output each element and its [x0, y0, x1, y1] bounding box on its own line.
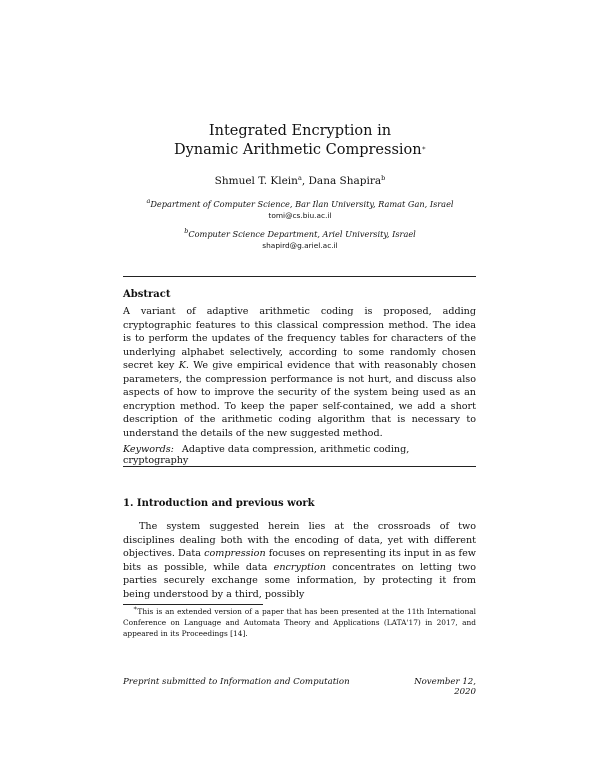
paper-title	[0, 122, 600, 160]
footer-preprint-note: Preprint submitted to Information and Computation	[123, 677, 350, 687]
author-1: Shmuel T. Klein	[214, 175, 298, 187]
para-text-1: The system suggested herein lies at the crossroads of two disciplines dealing both with the encoding of data, yet with different objectives. Data	[123, 521, 476, 560]
affiliation-a	[0, 199, 600, 221]
author-1-mark: a	[297, 174, 302, 182]
abstract-text-1: A variant of adaptive arithmetic coding is proposed, adding cryptographic features to this classical compression method. The idea is to perform the updates of the frequency tables for characters of the underlying alphabet selectively, according to some randomly chosen secret key	[123, 306, 476, 371]
author-separator: ,	[301, 175, 309, 187]
author-2-mark: b	[381, 174, 386, 182]
abstract-top-rule	[123, 276, 476, 277]
affiliation-b-mark: b	[184, 227, 189, 235]
author-list	[0, 175, 600, 187]
footnote-mark: ∗	[133, 604, 138, 612]
para-em-compression: compression	[204, 548, 266, 560]
affiliation-a-mark: a	[146, 197, 151, 205]
para-text-3: concentrates on letting two parties securely exchange some information, by protecting it from being understood by a third, possibly	[123, 561, 476, 600]
affiliation-b-email[interactable]: shapird@g.ariel.ac.il	[262, 241, 338, 250]
para-text-2: focuses on representing its input in as few bits as possible, while data	[123, 548, 476, 573]
section-1-paragraph	[123, 520, 476, 602]
title-line-2-text: Dynamic Arithmetic Compression	[173, 142, 422, 158]
keywords-text: Adaptive data compression, arithmetic coding, cryptography	[123, 444, 410, 466]
abstract-text-2: . We give empirical evidence that with reasonably chosen parameters, the compression performance is not hurt, and discuss also aspects of how to improve the security of the system being used as an encryption method. To keep the paper self-contained, we add a short description of the arithmetic coding algorithm that is necessary to understand the details of the new suggested method.	[123, 360, 477, 439]
footnote	[123, 604, 476, 639]
author-2: Dana Shapira	[308, 175, 382, 187]
abstract-key-k: K	[178, 360, 186, 371]
para-em-encryption: encryption	[273, 561, 326, 573]
section-1-heading: 1. Introduction and previous work	[123, 498, 315, 509]
footnote-text: This is an extended version of a paper that has been presented at the 11th International Conference on Language and Automata Theory and Applications (LATA'17) in 2017, and appeared in its Proceedings [14].	[123, 607, 476, 638]
footnote-rule	[123, 604, 263, 605]
keywords-label: Keywords:	[123, 444, 174, 455]
footer-date: November 12, 2020	[414, 677, 476, 697]
affiliation-a-email[interactable]: tomi@cs.biu.ac.il	[268, 211, 332, 220]
abstract-heading: Abstract	[123, 289, 171, 300]
abstract-bottom-rule	[123, 466, 476, 467]
affiliation-b-dept: Computer Science Department, Ariel University, Israel	[188, 229, 416, 239]
affiliation-b	[0, 229, 600, 251]
title-line-1: Integrated Encryption in	[208, 123, 392, 139]
title-line-2	[0, 141, 600, 160]
keywords	[123, 444, 476, 466]
affiliation-a-dept: Department of Computer Science, Bar Ilan University, Ramat Gan, Israel	[150, 199, 454, 209]
abstract-body	[123, 305, 476, 440]
title-footnote-mark: ∗	[421, 144, 427, 152]
